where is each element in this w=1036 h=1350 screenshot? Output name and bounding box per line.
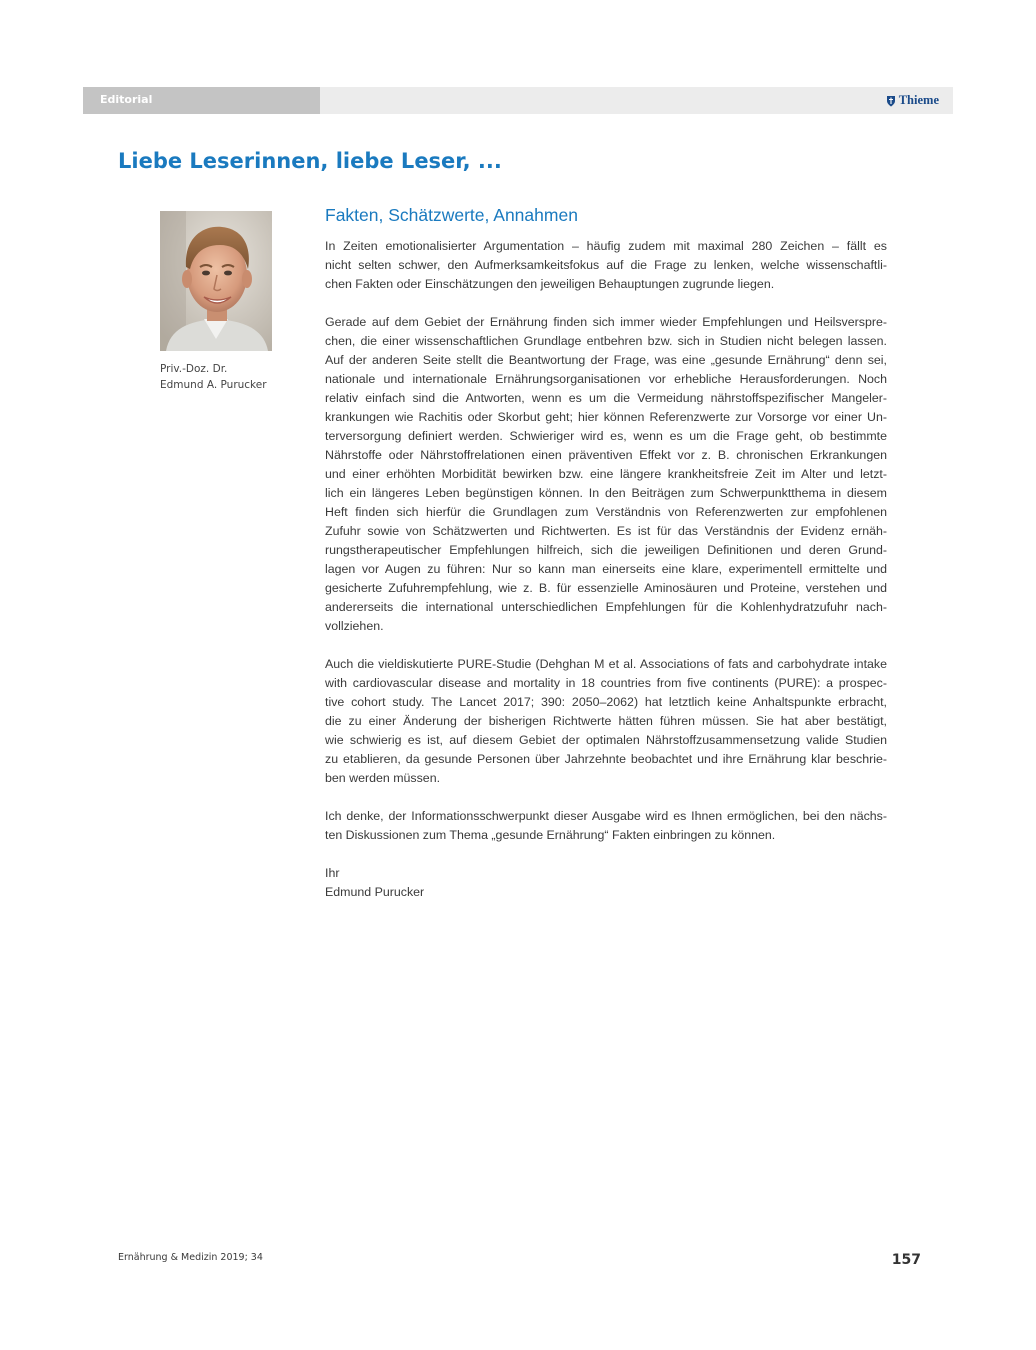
text-line: nationale und internationale Ernährungsorganisationen vor erhebliche Herausforderungen. Noch [325,372,887,386]
text-line: lich ein längeres Leben begünstigen können. In den Beiträgen zum Schwerpunktthema in diesem [325,486,887,500]
running-header [83,87,953,114]
page-title: Liebe Leserinnen, liebe Leser, ... [118,149,502,173]
text-line: wie schwierig es ist, auf diesem Gebiet der optimalen Nährstoffzusammensetzung valide Studien [325,733,887,747]
text-line: und einer erhöhten Morbidität bewirken bzw. eine längere krankheitsfreie Zeit im Alter und letzt- [325,467,887,481]
text-line: relativ einfach sind die Antworten, wenn es um die Vermeidung nährstoffspezifischer Mangeler- [325,391,887,405]
section-tab [83,87,320,114]
paragraph [325,237,887,294]
author-caption [160,361,267,393]
text-line: Auch die vieldiskutierte PURE-Studie (Dehghan M et al. Associations of fats and carbohydrate intake [325,657,887,671]
text-line: die zu einer Änderung der bisherigen Richtwerte hätten führen müssen. Sie hat aber bestätigt, [325,714,887,728]
text-line: Auf der anderen Seite stellt die Beantwortung der Frage, was eine „gesunde Ernährung“ denn sei, [325,353,887,367]
signature-name: Edmund Purucker [325,885,425,899]
text-line: krankungen wie Rachitis oder Skorbut geht; hier können Referenzwerte zur Vorsorge vor einer Un- [325,410,887,424]
paragraph [325,313,887,636]
text-line: terversorgung definiert werden. Schwieriger wird es, wenn es um die Frage geht, ob bestimmte [325,429,887,443]
text-line: zu etablieren, da gesunde Personen über Jahrzehnte beobachtet und ihre Ernährung klar beschrie- [325,752,887,766]
journal-citation: Ernährung & Medizin 2019; 34 [118,1252,263,1263]
thieme-shield-icon [886,95,896,107]
text-line: ten Diskussionen zum Thema „gesunde Ernährung“ Fakten einbringen zu können. [325,828,776,842]
text-line: Gerade auf dem Gebiet der Ernährung finden sich immer wieder Empfehlungen und Heilsverspre- [325,315,887,329]
author-name: Edmund A. Purucker [160,379,267,391]
text-line: gesicherte Zufuhrempfehlung, wie z. B. für essenzielle Aminosäuren und Proteine, verstehen und [325,581,887,595]
paragraph [325,807,887,845]
text-line: Nährstoffe oder Nährstoffrelationen einen präventiven Effekt vor z. B. chronischen Erkrankungen [325,448,887,462]
closing-text: Ihr [325,866,340,880]
publisher-name: Thieme [898,93,939,107]
text-line: Heft finden sich hierfür die Grundlagen zum Verständnis von Referenzwerten zur empfohlenen [325,505,887,519]
text-line: chen, die einer wissenschaftlichen Grundlage entbehren bzw. sich in Studien nicht belegen lassen. [325,334,887,348]
text-line: nicht selten schwer, den Aufmerksamkeitsfokus auf die Frage zu lenken, welche wissenschaftli- [325,258,887,272]
text-line: chen Fakten oder Einschätzungen den jeweiligen Behauptungen zugrunde liegen. [325,277,775,291]
section-label: Editorial [100,93,153,106]
text-line: tive cohort study. The Lancet 2017; 390: 2050–2062) hat letztlich keine Anhaltspunkte erbracht, [325,695,887,709]
signature-block [325,864,887,902]
page-number: 157 [891,1252,921,1268]
author-title: Priv.-Doz. Dr. [160,363,228,375]
article-body [325,205,887,902]
publisher-logo [886,93,939,108]
text-line: with cardiovascular disease and mortality in 18 countries from five continents (PURE): a prospec- [325,676,887,690]
text-line: Ich denke, der Informationsschwerpunkt dieser Ausgabe wird es Ihnen ermöglichen, bei den nächs- [325,809,887,823]
text-line: andererseits die international unterschiedlichen Empfehlungen für die Kohlenhydratzufuhr nach- [325,600,887,614]
text-line: lagen vor Augen zu führen: Nur so kann man einerseits eine klare, experimentell ermittelte und [325,562,887,576]
article-heading: Fakten, Schätzwerte, Annahmen [325,205,578,225]
text-line: vollziehen. [325,619,384,633]
text-line: ben werden müssen. [325,771,441,785]
paragraph [325,655,887,788]
text-line: rungstherapeutischer Empfehlungen hilfreich, sich die jeweiligen Definitionen und deren Grund- [325,543,887,557]
text-line: In Zeiten emotionalisierter Argumentation – häufig zudem mit maximal 280 Zeichen – fällt es [325,239,887,253]
text-line: Zufuhr sowie von Schätzwerten und Richtwerten. Es ist für das Verständnis der Evidenz ernäh- [325,524,887,538]
author-portrait [160,211,272,351]
